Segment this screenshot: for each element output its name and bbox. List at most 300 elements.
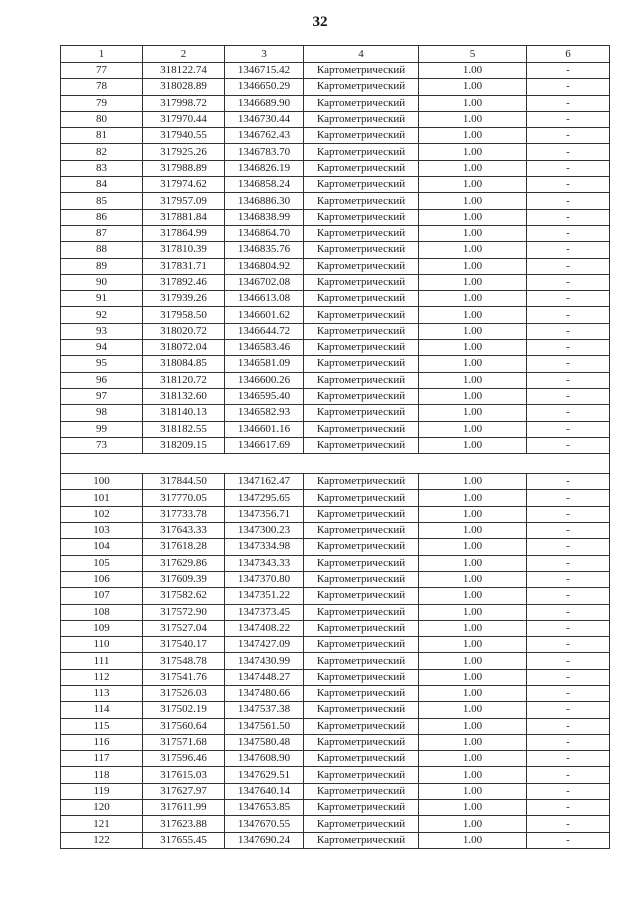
table-cell: 1.00	[419, 437, 527, 453]
table-row	[61, 816, 610, 832]
table-cell: -	[527, 783, 610, 799]
table-row	[61, 571, 610, 587]
table-cell: 1346595.40	[225, 388, 304, 404]
table-row	[61, 274, 610, 290]
column-header: 4	[304, 46, 419, 63]
table-cell: -	[527, 816, 610, 832]
table-cell: 1346583.46	[225, 340, 304, 356]
table-cell: Картометрический	[304, 356, 419, 372]
table-cell: 94	[61, 340, 143, 356]
table-row	[61, 539, 610, 555]
table-cell: 317526.03	[143, 685, 225, 701]
table-cell: 1.00	[419, 832, 527, 848]
table-cell: 80	[61, 111, 143, 127]
table-cell: 1.00	[419, 405, 527, 421]
table-cell: 1.00	[419, 193, 527, 209]
table-cell: 122	[61, 832, 143, 848]
table-cell: Картометрический	[304, 539, 419, 555]
table-cell: 100	[61, 474, 143, 490]
table-cell: 1346582.93	[225, 405, 304, 421]
table-cell: 1347608.90	[225, 751, 304, 767]
table-cell: Картометрический	[304, 193, 419, 209]
table-cell: 1.00	[419, 111, 527, 127]
table-row	[61, 388, 610, 404]
table-cell: 318020.72	[143, 323, 225, 339]
table-cell: 1347427.09	[225, 637, 304, 653]
table-cell: -	[527, 323, 610, 339]
table-row	[61, 490, 610, 506]
table-cell: Картометрический	[304, 388, 419, 404]
table-cell: 317844.50	[143, 474, 225, 490]
table-cell: -	[527, 767, 610, 783]
table-cell: 1347640.14	[225, 783, 304, 799]
table-cell: 95	[61, 356, 143, 372]
table-cell: 317618.28	[143, 539, 225, 555]
table-cell: 1.00	[419, 604, 527, 620]
table-cell: 1346581.09	[225, 356, 304, 372]
table-cell: 317560.64	[143, 718, 225, 734]
table-cell: 1.00	[419, 653, 527, 669]
table-cell: 317925.26	[143, 144, 225, 160]
table-row	[61, 685, 610, 701]
table-cell: 1347295.65	[225, 490, 304, 506]
table-cell: 317540.17	[143, 637, 225, 653]
table-cell: -	[527, 307, 610, 323]
table-cell: Картометрический	[304, 323, 419, 339]
table-cell: 1.00	[419, 588, 527, 604]
table-cell: 1347162.47	[225, 474, 304, 490]
table-cell: 317623.88	[143, 816, 225, 832]
table-cell: 317629.86	[143, 555, 225, 571]
table-cell: 1.00	[419, 225, 527, 241]
table-cell: 92	[61, 307, 143, 323]
table-row	[61, 506, 610, 522]
table-cell: 318209.15	[143, 437, 225, 453]
table-row	[61, 209, 610, 225]
page-number: 32	[312, 14, 328, 30]
table-cell: 1347690.24	[225, 832, 304, 848]
column-header: 1	[61, 46, 143, 63]
table-cell: -	[527, 405, 610, 421]
table-cell: Картометрический	[304, 816, 419, 832]
table-row	[61, 95, 610, 111]
table-row	[61, 340, 610, 356]
table-cell: 317958.50	[143, 307, 225, 323]
table-cell: 317974.62	[143, 177, 225, 193]
table-cell: 1.00	[419, 571, 527, 587]
table-cell: 1.00	[419, 79, 527, 95]
table-cell: 1.00	[419, 669, 527, 685]
table-cell: Картометрический	[304, 767, 419, 783]
table-row	[61, 637, 610, 653]
table-cell: 1346730.44	[225, 111, 304, 127]
table-cell: Картометрический	[304, 604, 419, 620]
table-cell: 317571.68	[143, 734, 225, 750]
table-cell: Картометрический	[304, 405, 419, 421]
table-cell: -	[527, 209, 610, 225]
table-cell: 81	[61, 128, 143, 144]
table-cell: Картометрический	[304, 160, 419, 176]
table-cell: 116	[61, 734, 143, 750]
table-cell: 117	[61, 751, 143, 767]
table-cell: Картометрический	[304, 669, 419, 685]
table-cell: 102	[61, 506, 143, 522]
table-cell: -	[527, 258, 610, 274]
table-cell: 317892.46	[143, 274, 225, 290]
table-cell: -	[527, 832, 610, 848]
table-cell: Картометрический	[304, 783, 419, 799]
table-cell: 1.00	[419, 274, 527, 290]
table-cell: 1347334.98	[225, 539, 304, 555]
table-cell: -	[527, 242, 610, 258]
table-cell: 1.00	[419, 490, 527, 506]
separator-row	[61, 454, 610, 474]
table-cell: 113	[61, 685, 143, 701]
table-cell: -	[527, 751, 610, 767]
table-cell: 121	[61, 816, 143, 832]
table-cell: -	[527, 437, 610, 453]
table-cell: 317831.71	[143, 258, 225, 274]
table-row	[61, 79, 610, 95]
table-cell: Картометрический	[304, 258, 419, 274]
table-cell: -	[527, 177, 610, 193]
table-cell: 1.00	[419, 734, 527, 750]
table-cell: 1346783.70	[225, 144, 304, 160]
table-row	[61, 751, 610, 767]
table-cell: -	[527, 79, 610, 95]
table-cell: 90	[61, 274, 143, 290]
table-cell: -	[527, 340, 610, 356]
table-cell: Картометрический	[304, 437, 419, 453]
table-row	[61, 620, 610, 636]
table-cell: 1.00	[419, 555, 527, 571]
table-cell: 1347370.80	[225, 571, 304, 587]
table-cell: 1.00	[419, 258, 527, 274]
table-cell: 85	[61, 193, 143, 209]
table-cell: -	[527, 111, 610, 127]
table-cell: 317615.03	[143, 767, 225, 783]
table-cell: 1.00	[419, 474, 527, 490]
table-cell: 1346762.43	[225, 128, 304, 144]
table-cell: 1.00	[419, 816, 527, 832]
table-row	[61, 702, 610, 718]
table-cell: Картометрический	[304, 242, 419, 258]
table-cell: -	[527, 63, 610, 79]
table-cell: 1347373.45	[225, 604, 304, 620]
table-cell: 97	[61, 388, 143, 404]
table-cell: -	[527, 702, 610, 718]
table-cell: -	[527, 620, 610, 636]
table-cell: Картометрический	[304, 800, 419, 816]
table-cell: 1347480.66	[225, 685, 304, 701]
table-cell: 82	[61, 144, 143, 160]
table-cell: 1.00	[419, 388, 527, 404]
table-cell: 317988.89	[143, 160, 225, 176]
table-cell: Картометрический	[304, 291, 419, 307]
table-row	[61, 193, 610, 209]
table-cell: -	[527, 225, 610, 241]
table-cell: -	[527, 291, 610, 307]
table-cell: 1347670.55	[225, 816, 304, 832]
table-cell: 1.00	[419, 307, 527, 323]
table-row	[61, 63, 610, 79]
table-cell: -	[527, 144, 610, 160]
table-cell: 103	[61, 523, 143, 539]
table-cell: 120	[61, 800, 143, 816]
table-cell: Картометрический	[304, 79, 419, 95]
table-cell: -	[527, 356, 610, 372]
table-cell: 317939.26	[143, 291, 225, 307]
table-cell: 87	[61, 225, 143, 241]
table-cell: 317770.05	[143, 490, 225, 506]
table-cell: 317655.45	[143, 832, 225, 848]
table-cell: 317596.46	[143, 751, 225, 767]
table-cell: -	[527, 193, 610, 209]
table-cell: 78	[61, 79, 143, 95]
table-cell: 107	[61, 588, 143, 604]
table-cell: 1347561.50	[225, 718, 304, 734]
table-cell: 106	[61, 571, 143, 587]
table-cell: Картометрический	[304, 111, 419, 127]
table-cell: 104	[61, 539, 143, 555]
header-row	[61, 46, 610, 63]
table-cell: 317502.19	[143, 702, 225, 718]
table-cell: 84	[61, 177, 143, 193]
table-row	[61, 767, 610, 783]
table-cell: Картометрический	[304, 571, 419, 587]
table-cell: 317940.55	[143, 128, 225, 144]
table-row	[61, 372, 610, 388]
table-cell: -	[527, 685, 610, 701]
table-cell: 1346689.90	[225, 95, 304, 111]
table-cell: -	[527, 506, 610, 522]
table-cell: 1346804.92	[225, 258, 304, 274]
table-cell: 317970.44	[143, 111, 225, 127]
table-cell: -	[527, 274, 610, 290]
table-cell: Картометрический	[304, 702, 419, 718]
table-row	[61, 734, 610, 750]
table-cell: 1347408.22	[225, 620, 304, 636]
table-row	[61, 588, 610, 604]
table-cell: Картометрический	[304, 274, 419, 290]
table-cell: Картометрический	[304, 734, 419, 750]
table-cell: 318132.60	[143, 388, 225, 404]
table-cell: 79	[61, 95, 143, 111]
table-cell: 1.00	[419, 95, 527, 111]
table-cell: -	[527, 734, 610, 750]
table-cell: Картометрический	[304, 209, 419, 225]
table-cell: 1.00	[419, 340, 527, 356]
table-cell: 115	[61, 718, 143, 734]
table-row	[61, 258, 610, 274]
table-cell: 1346864.70	[225, 225, 304, 241]
table-cell: 1347653.85	[225, 800, 304, 816]
table-cell: 1.00	[419, 718, 527, 734]
table-cell: Картометрический	[304, 177, 419, 193]
table-cell: -	[527, 474, 610, 490]
table-cell: Картометрический	[304, 307, 419, 323]
table-row	[61, 669, 610, 685]
table-cell: 1347580.48	[225, 734, 304, 750]
table-cell: Картометрический	[304, 718, 419, 734]
table-cell: 317810.39	[143, 242, 225, 258]
table-cell: 73	[61, 437, 143, 453]
table-row	[61, 291, 610, 307]
table-cell: 105	[61, 555, 143, 571]
table-cell: -	[527, 95, 610, 111]
table-cell: Картометрический	[304, 523, 419, 539]
table-cell: 317643.33	[143, 523, 225, 539]
table-cell: -	[527, 653, 610, 669]
table-cell: 1346601.62	[225, 307, 304, 323]
table-cell: 1347356.71	[225, 506, 304, 522]
table-cell: 1346600.26	[225, 372, 304, 388]
table-cell: 1346613.08	[225, 291, 304, 307]
table-header	[61, 46, 610, 63]
table-cell: 1347300.23	[225, 523, 304, 539]
column-header: 2	[143, 46, 225, 63]
table-row	[61, 307, 610, 323]
block-separator	[61, 454, 610, 474]
table-row	[61, 242, 610, 258]
table-cell: 1.00	[419, 323, 527, 339]
table-cell: 1346617.69	[225, 437, 304, 453]
table-cell: -	[527, 490, 610, 506]
table-cell: Картометрический	[304, 63, 419, 79]
table-row	[61, 604, 610, 620]
table-cell: 111	[61, 653, 143, 669]
table-cell: 317572.90	[143, 604, 225, 620]
table-cell: -	[527, 388, 610, 404]
table-row	[61, 555, 610, 571]
table-cell: 1.00	[419, 372, 527, 388]
table-cell: 317733.78	[143, 506, 225, 522]
table-cell: -	[527, 523, 610, 539]
table-cell: 1347629.51	[225, 767, 304, 783]
table-cell: 1.00	[419, 539, 527, 555]
table-cell: 1.00	[419, 783, 527, 799]
table-cell: 1347537.38	[225, 702, 304, 718]
table-cell: -	[527, 604, 610, 620]
table-cell: -	[527, 571, 610, 587]
table-cell: Картометрический	[304, 421, 419, 437]
table-cell: -	[527, 718, 610, 734]
table-cell: 109	[61, 620, 143, 636]
table-cell: 1346702.08	[225, 274, 304, 290]
table-cell: 317881.84	[143, 209, 225, 225]
table-cell: 317998.72	[143, 95, 225, 111]
table-cell: 119	[61, 783, 143, 799]
table-cell: 1.00	[419, 637, 527, 653]
table-row	[61, 225, 610, 241]
table-cell: 98	[61, 405, 143, 421]
table-cell: Картометрический	[304, 555, 419, 571]
table-cell: 1.00	[419, 160, 527, 176]
table-row	[61, 177, 610, 193]
table-cell: 1346838.99	[225, 209, 304, 225]
table-cell: -	[527, 539, 610, 555]
table-cell: 108	[61, 604, 143, 620]
table-cell: 1346886.30	[225, 193, 304, 209]
table-cell: 1.00	[419, 177, 527, 193]
table-cell: 318182.55	[143, 421, 225, 437]
table-cell: -	[527, 637, 610, 653]
table-cell: 1.00	[419, 242, 527, 258]
coordinates-table	[60, 45, 610, 849]
table-cell: 1.00	[419, 291, 527, 307]
table-cell: Картометрический	[304, 832, 419, 848]
table-body-block-2	[61, 474, 610, 849]
table-cell: 317541.76	[143, 669, 225, 685]
table-cell: 1347430.99	[225, 653, 304, 669]
table-cell: 1347351.22	[225, 588, 304, 604]
table-row	[61, 405, 610, 421]
table-cell: Картометрический	[304, 653, 419, 669]
table-cell: -	[527, 372, 610, 388]
table-row	[61, 653, 610, 669]
table-cell: 318120.72	[143, 372, 225, 388]
table-cell: 1346858.24	[225, 177, 304, 193]
table-cell: 86	[61, 209, 143, 225]
table-cell: Картометрический	[304, 144, 419, 160]
table-cell: 1.00	[419, 685, 527, 701]
table-cell: Картометрический	[304, 620, 419, 636]
table-row	[61, 832, 610, 848]
table-cell: 318140.13	[143, 405, 225, 421]
table-row	[61, 474, 610, 490]
table-row	[61, 800, 610, 816]
column-header: 5	[419, 46, 527, 63]
table-cell: 96	[61, 372, 143, 388]
table-cell: 93	[61, 323, 143, 339]
table-cell: 1346826.19	[225, 160, 304, 176]
table-cell: 110	[61, 637, 143, 653]
table-cell: 101	[61, 490, 143, 506]
table-row	[61, 144, 610, 160]
table-cell: -	[527, 421, 610, 437]
table-cell: -	[527, 669, 610, 685]
table-cell: 1.00	[419, 620, 527, 636]
table-cell: 317527.04	[143, 620, 225, 636]
table-cell: 1346601.16	[225, 421, 304, 437]
table-cell: 1347448.27	[225, 669, 304, 685]
column-header: 6	[527, 46, 610, 63]
table-cell: 118	[61, 767, 143, 783]
table-row	[61, 323, 610, 339]
table-cell: 1.00	[419, 421, 527, 437]
table-cell: -	[527, 160, 610, 176]
table-cell: 318122.74	[143, 63, 225, 79]
table-cell: 317611.99	[143, 800, 225, 816]
table-cell: 317627.97	[143, 783, 225, 799]
table-row	[61, 437, 610, 453]
table-cell: 1.00	[419, 800, 527, 816]
table-cell: 89	[61, 258, 143, 274]
table-cell: Картометрический	[304, 225, 419, 241]
table-cell: Картометрический	[304, 637, 419, 653]
table-cell: 318084.85	[143, 356, 225, 372]
table-cell: 114	[61, 702, 143, 718]
table-cell: 317957.09	[143, 193, 225, 209]
table-cell: -	[527, 800, 610, 816]
table-body-block-1	[61, 63, 610, 454]
table-cell: Картометрический	[304, 474, 419, 490]
table-cell: 317609.39	[143, 571, 225, 587]
table-cell: -	[527, 588, 610, 604]
table-cell: 77	[61, 63, 143, 79]
table-cell: 1.00	[419, 767, 527, 783]
table-cell: 318072.04	[143, 340, 225, 356]
